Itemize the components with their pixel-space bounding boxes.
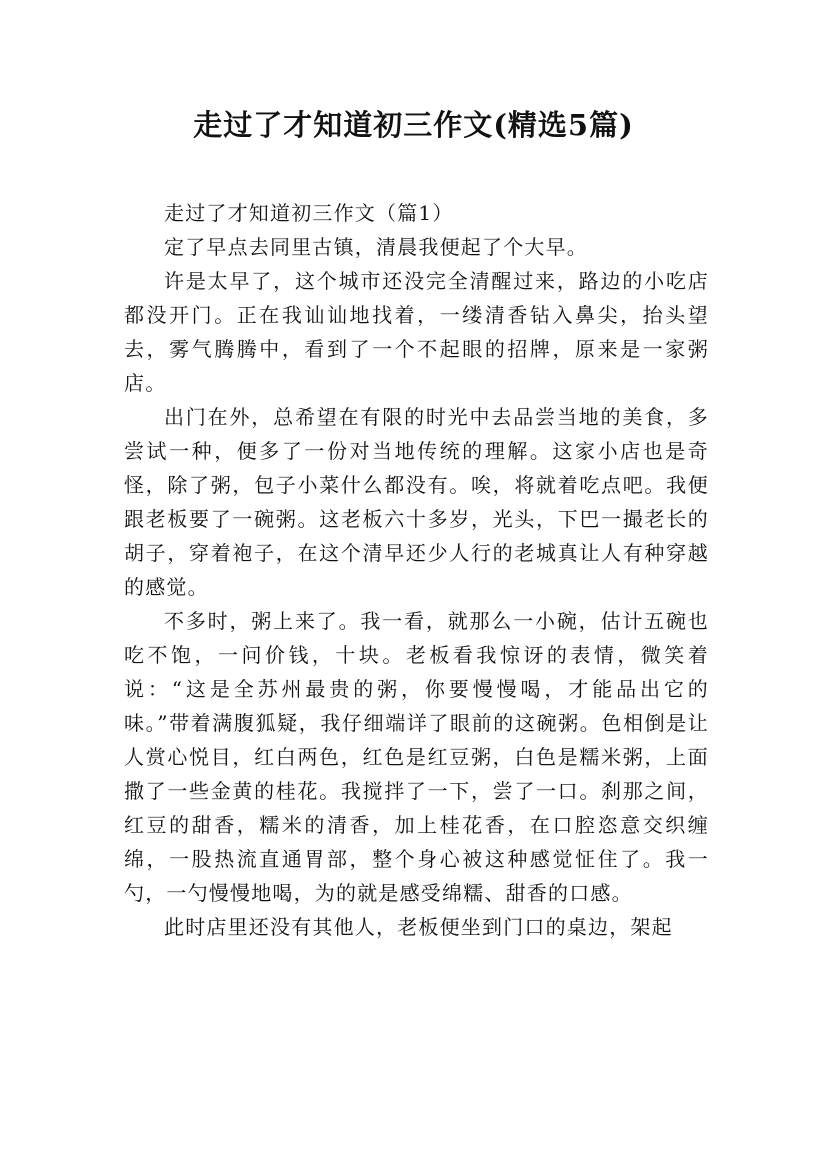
section-heading: 走过了才知道初三作文（篇1）: [164, 201, 454, 225]
paragraph: 此时店里还没有其他人，老板便坐到门口的桌边，架起: [164, 915, 673, 939]
paragraph: 出门在外，总希望在有限的时光中去品尝当地的美食，多尝试一种，便多了一份对当地传统的理解。这家小店也是奇怪，除了粥，包子小菜什么都没有。唉，将就着吃点吧。我便跟老板要了一碗粥。这老板六十多岁，光头，下巴一撮老长的胡子，穿着袍子，在这个清早还少人行的老城真让人有种穿越的感觉。: [124, 405, 709, 599]
document-body: [124, 196, 709, 944]
paragraph: 定了早点去同里古镇，清晨我便起了个大早。: [164, 235, 588, 259]
document-title: 走过了才知道初三作文(精选5篇): [193, 108, 634, 142]
paragraph: 许是太早了，这个城市还没完全清醒过来，路边的小吃店都没开门。正在我讪讪地找着，一缕清香钻入鼻尖，抬头望去，雾气腾腾中，看到了一个不起眼的招牌，原来是一家粥店。: [124, 269, 709, 395]
paragraph: 不多时，粥上来了。我一看，就那么一小碗，估计五碗也吃不饱，一问价钱，十块。老板看我惊讶的表情，微笑着说：“这是全苏州最贵的粥，你要慢慢喝，才能品出它的味。”带着满腹狐疑，我仔细端详了眼前的这碗粥。色相倒是让人赏心悦目，红白两色，红色是红豆粥，白色是糯米粥，上面撒了一些金黄的桂花。我搅拌了一下，尝了一口。刹那之间，红豆的甜香，糯米的清香，加上桂花香，在口腔恣意交织缠绵，一股热流直通胃部，整个身心被这种感觉怔住了。我一勺，一勺慢慢地喝，为的就是感受绵糯、甜香的口感。: [124, 609, 709, 905]
